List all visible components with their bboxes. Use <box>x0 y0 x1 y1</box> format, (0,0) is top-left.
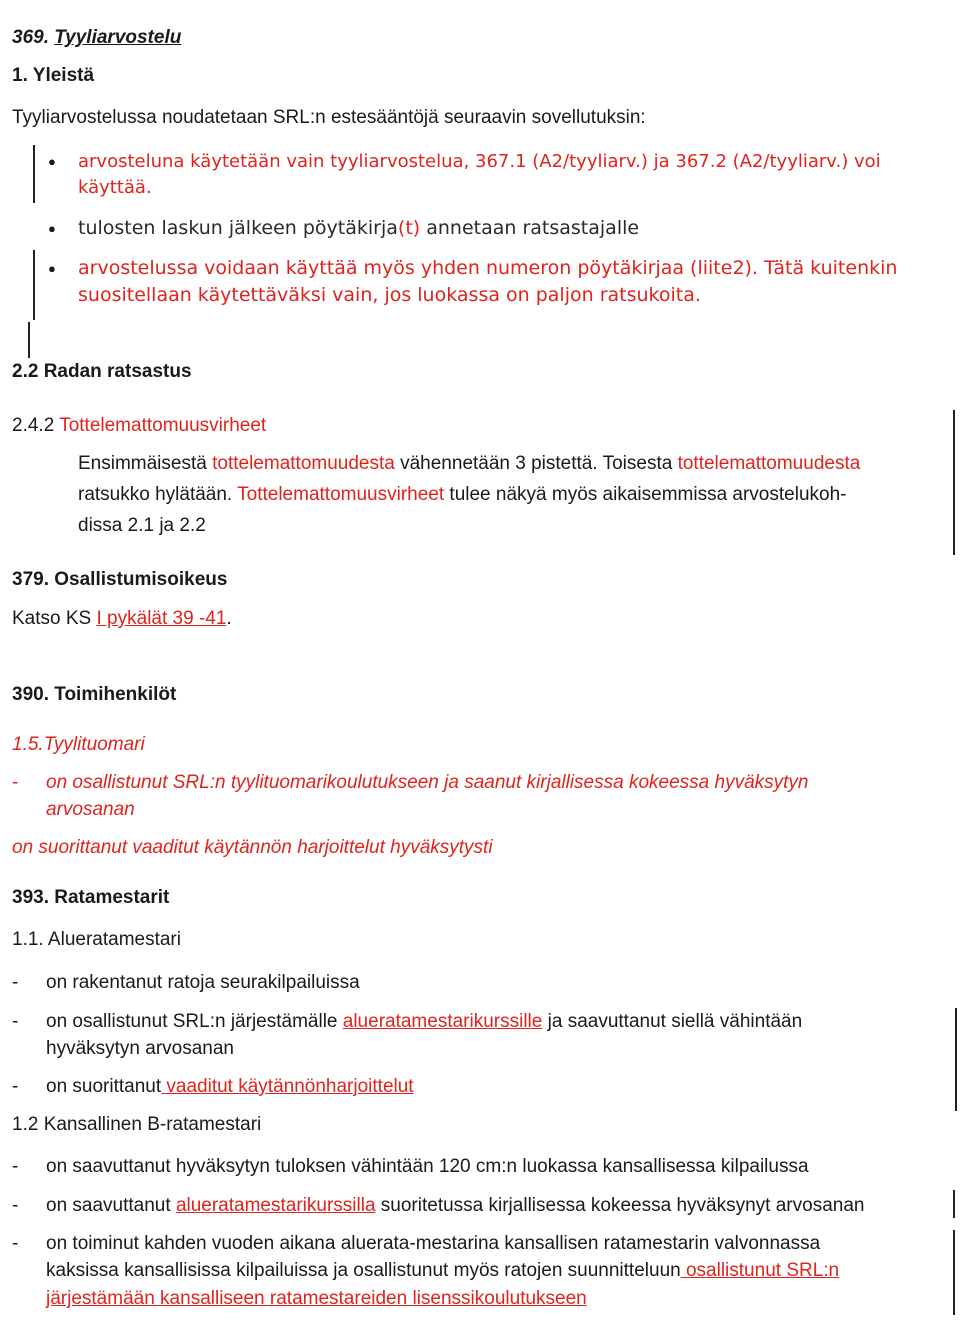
bullet-icon: ● <box>48 154 56 169</box>
change-bar <box>953 1230 955 1315</box>
bullet-item-1: arvosteluna käytetään vain tyyliarvostelua, 367.1 (A2/tyyliarv.) ja 367.2 (A2/tyyliarv.) voi <box>78 151 881 172</box>
tyylituomari-req-1: on osallistunut SRL:n tyylituomarikoulutukseen ja saanut kirjallisessa kokeessa hyväksytyn <box>46 772 809 793</box>
b-ratamestari-req-2: on saavuttanut alueratamestarikurssilla suoritetussa kirjallisessa kokeessa hyväksynyt arvosanan <box>46 1195 865 1216</box>
dash-marker: - <box>12 1156 19 1177</box>
lisenssikoulutus-link-cont[interactable]: järjestämään kansalliseen ratamestareiden lisenssikoulutukseen <box>46 1288 587 1309</box>
dash-marker: - <box>12 1011 19 1032</box>
dash-marker: - <box>12 1076 19 1097</box>
paragraph-242-line1: Ensimmäisestä tottelemattomuudesta vähennetään 3 pistettä. Toisesta tottelemattomuudesta <box>78 453 861 474</box>
alueratamestarikurssille-link[interactable]: alueratamestarikurssille <box>342 1011 543 1032</box>
intro-paragraph: Tyyliarvostelussa noudatetaan SRL:n estesääntöjä seuraavin sovellutuksin: <box>12 107 646 128</box>
b-ratamestari-req-1: on saavuttanut hyväksytyn tuloksen vähintään 120 cm:n luokassa kansallisessa kilpailussa <box>46 1156 809 1177</box>
lisenssikoulutus-link[interactable]: osallistunut SRL:n <box>680 1260 840 1281</box>
dash-marker: - <box>12 1233 19 1254</box>
section-heading-b-ratamestari: 1.2 Kansallinen B-ratamestari <box>12 1114 262 1135</box>
dash-marker: - <box>12 972 19 993</box>
section-heading-radan-ratsastus: 2.2 Radan ratsastus <box>12 361 192 382</box>
tyylituomari-req-2: on suorittanut vaaditut käytännön harjoittelut hyväksytysti <box>12 837 493 858</box>
alueratamestari-req-2: on osallistunut SRL:n järjestämälle alueratamestarikurssille ja saavuttanut siellä vähintään <box>46 1011 803 1032</box>
change-bar <box>33 250 35 320</box>
change-bar <box>953 1190 955 1218</box>
change-bar <box>955 1008 957 1111</box>
alueratamestari-req-1: on rakentanut ratoja seurakilpailuissa <box>46 972 360 993</box>
alueratamestarikurssilla-link[interactable]: alueratamestarikurssilla <box>175 1195 376 1216</box>
section-heading-tyylituomari: 1.5.Tyylituomari <box>12 734 145 755</box>
alueratamestari-req-3: on suorittanut vaaditut käytännönharjoittelut <box>46 1076 414 1097</box>
paragraph-242-line2: ratsukko hylätään. Tottelemattomuusvirheet tulee näkyä myös aikaisemmissa arvostelukoh- <box>78 484 847 505</box>
bullet-icon: ● <box>48 221 56 236</box>
section-heading-yleista: 1. Yleistä <box>12 65 95 86</box>
section-heading-369: 369. Tyyliarvostelu <box>12 27 182 48</box>
change-bar <box>28 322 30 358</box>
alueratamestari-req-2-cont: hyväksytyn arvosanan <box>46 1038 234 1059</box>
pykalat-link[interactable]: I pykälät 39 -41 <box>96 608 227 629</box>
bullet-item-1-cont: käyttää. <box>78 177 152 198</box>
bullet-item-2: tulosten laskun jälkeen pöytäkirja(t) annetaan ratsastajalle <box>78 217 640 239</box>
section-heading-alueratamestari: 1.1. Alueratamestari <box>12 929 181 950</box>
section-heading-390: 390. Toimihenkilöt <box>12 684 177 705</box>
tyylituomari-req-1-cont: arvosanan <box>46 799 135 820</box>
change-bar <box>33 145 35 203</box>
bullet-icon: ● <box>48 261 56 276</box>
b-ratamestari-req-3-cont2 <box>46 1285 587 1312</box>
bullet-item-3-cont: suositellaan käytettäväksi vain, jos luokassa on paljon ratsukoita. <box>78 284 701 306</box>
section-heading-379: 379. Osallistumisoikeus <box>12 569 228 590</box>
paragraph-379: Katso KS I pykälät 39 -41. <box>12 608 232 629</box>
bullet-item-3: arvostelussa voidaan käyttää myös yhden numeron pöytäkirjaa (liite2). Tätä kuitenkin <box>78 257 898 279</box>
kaytannonharjoittelut-link[interactable]: vaaditut käytännönharjoittelut <box>161 1076 414 1097</box>
section-heading-393: 393. Ratamestarit <box>12 887 170 908</box>
b-ratamestari-req-3: on toiminut kahden vuoden aikana aluerata-mestarina kansallisen ratamestarin valvonnassa <box>46 1233 821 1254</box>
paragraph-242-line3: dissa 2.1 ja 2.2 <box>78 515 206 536</box>
b-ratamestari-req-3-cont: kaksissa kansallisissa kilpailuissa ja osallistunut myös ratojen suunnitteluun osallistunut SRL:n <box>46 1260 840 1281</box>
dash-marker: - <box>12 772 19 793</box>
change-bar <box>953 410 955 555</box>
dash-marker: - <box>12 1195 19 1216</box>
section-heading-tottelemattomuus: 2.4.2 Tottelemattomuusvirheet <box>12 415 267 436</box>
